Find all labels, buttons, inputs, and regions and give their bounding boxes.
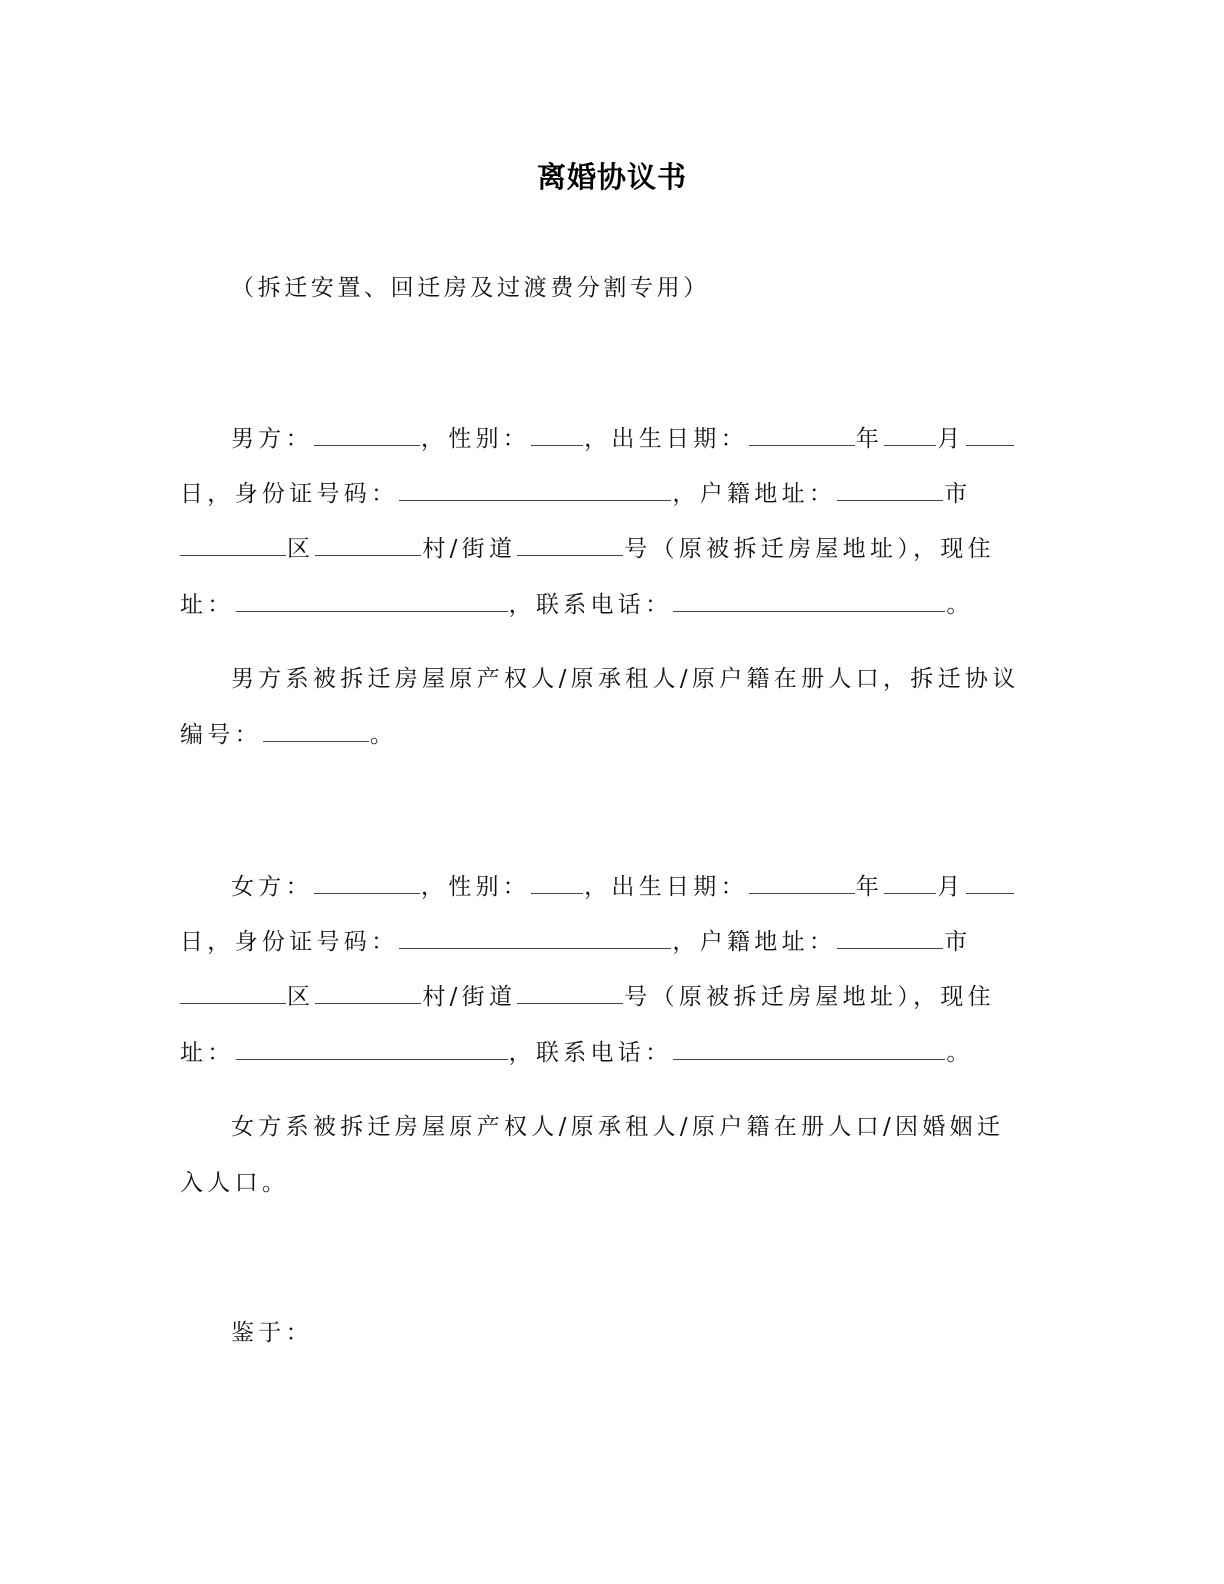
male-year-label: 年 [855,426,884,452]
male-line-4 [180,588,1040,622]
male-birth-day-blank[interactable] [966,423,1014,446]
female-month-label: 月 [937,874,965,900]
female-district-label: 区 [287,984,315,1010]
female-village-blank[interactable] [315,981,421,1004]
female-city-blank[interactable] [837,926,943,949]
female-year-label: 年 [855,874,884,900]
male-gender-label: ，性别： [420,426,531,452]
male-line4-end: 。 [946,592,974,618]
male-id-number-blank[interactable] [399,478,671,501]
male-birth-year-blank[interactable] [749,423,855,446]
male-month-label: 月 [937,426,965,452]
male-village-blank[interactable] [315,533,421,556]
female-id-number-blank[interactable] [399,926,671,949]
male-district-blank[interactable] [180,533,286,556]
male-birth-label: ，出生日期： [584,426,748,452]
female-birth-year-blank[interactable] [749,871,855,894]
male-village-label: 村/街道 [422,536,517,562]
male-line-3 [180,532,1040,566]
female-line-4 [180,1036,1040,1070]
female-status-line-2: 入人口。 [180,1170,290,1196]
female-line4-end: 。 [946,1040,974,1066]
female-city-label: 市 [944,929,972,955]
agreement-number-blank[interactable] [263,719,369,742]
male-name-blank[interactable] [314,423,420,446]
male-phone-blank[interactable] [673,589,945,612]
male-hukou-label: ，户籍地址： [672,481,837,507]
male-id-label: 日，身份证号码： [180,481,399,507]
agreement-number-label: 编号： [180,722,262,748]
female-phone-label: ，联系电话： [508,1040,673,1066]
male-number-label: 号（原被拆迁房屋地址），现住 [624,536,995,562]
male-line-2 [180,477,1040,511]
male-phone-label: ，联系电话： [508,592,673,618]
male-status-line-1: 男方系被拆迁房屋原产权人/原承租人/原户籍在册人口，拆迁协议 [231,666,1020,692]
female-id-label: 日，身份证号码： [180,929,399,955]
male-city-label: 市 [944,481,972,507]
female-line-1 [231,870,1091,904]
whereas-heading: 鉴于： [231,1320,313,1346]
female-current-address-blank[interactable] [236,1037,508,1060]
agreement-number-end: 。 [369,722,398,748]
female-village-label: 村/街道 [422,984,517,1010]
female-district-blank[interactable] [180,981,286,1004]
male-gender-blank[interactable] [531,423,583,446]
male-label: 男方： [231,426,313,452]
document-title: 离婚协议书 [536,160,687,194]
female-birth-day-blank[interactable] [966,871,1014,894]
female-birth-month-blank[interactable] [884,871,936,894]
female-number-blank[interactable] [517,981,623,1004]
male-city-blank[interactable] [837,478,943,501]
male-address-label: 址： [180,592,235,618]
female-gender-blank[interactable] [531,871,583,894]
female-line-2 [180,925,1040,959]
female-phone-blank[interactable] [673,1037,945,1060]
male-birth-month-blank[interactable] [884,423,936,446]
female-birth-label: ，出生日期： [584,874,748,900]
male-current-address-blank[interactable] [236,589,508,612]
male-district-label: 区 [287,536,315,562]
document-subtitle: （拆迁安置、回迁房及过渡费分割专用） [231,275,710,301]
female-name-blank[interactable] [314,871,420,894]
female-hukou-label: ，户籍地址： [672,929,837,955]
female-gender-label: ，性别： [420,874,531,900]
male-status-line-2 [180,718,1040,752]
male-line-1 [231,422,1091,456]
female-address-label: 址： [180,1040,235,1066]
female-number-label: 号（原被拆迁房屋地址），现住 [624,984,995,1010]
male-number-blank[interactable] [517,533,623,556]
female-label: 女方： [231,874,313,900]
female-line-3 [180,980,1040,1014]
female-status-line-1: 女方系被拆迁房屋原产权人/原承租人/原户籍在册人口/因婚姻迁 [231,1114,1005,1140]
